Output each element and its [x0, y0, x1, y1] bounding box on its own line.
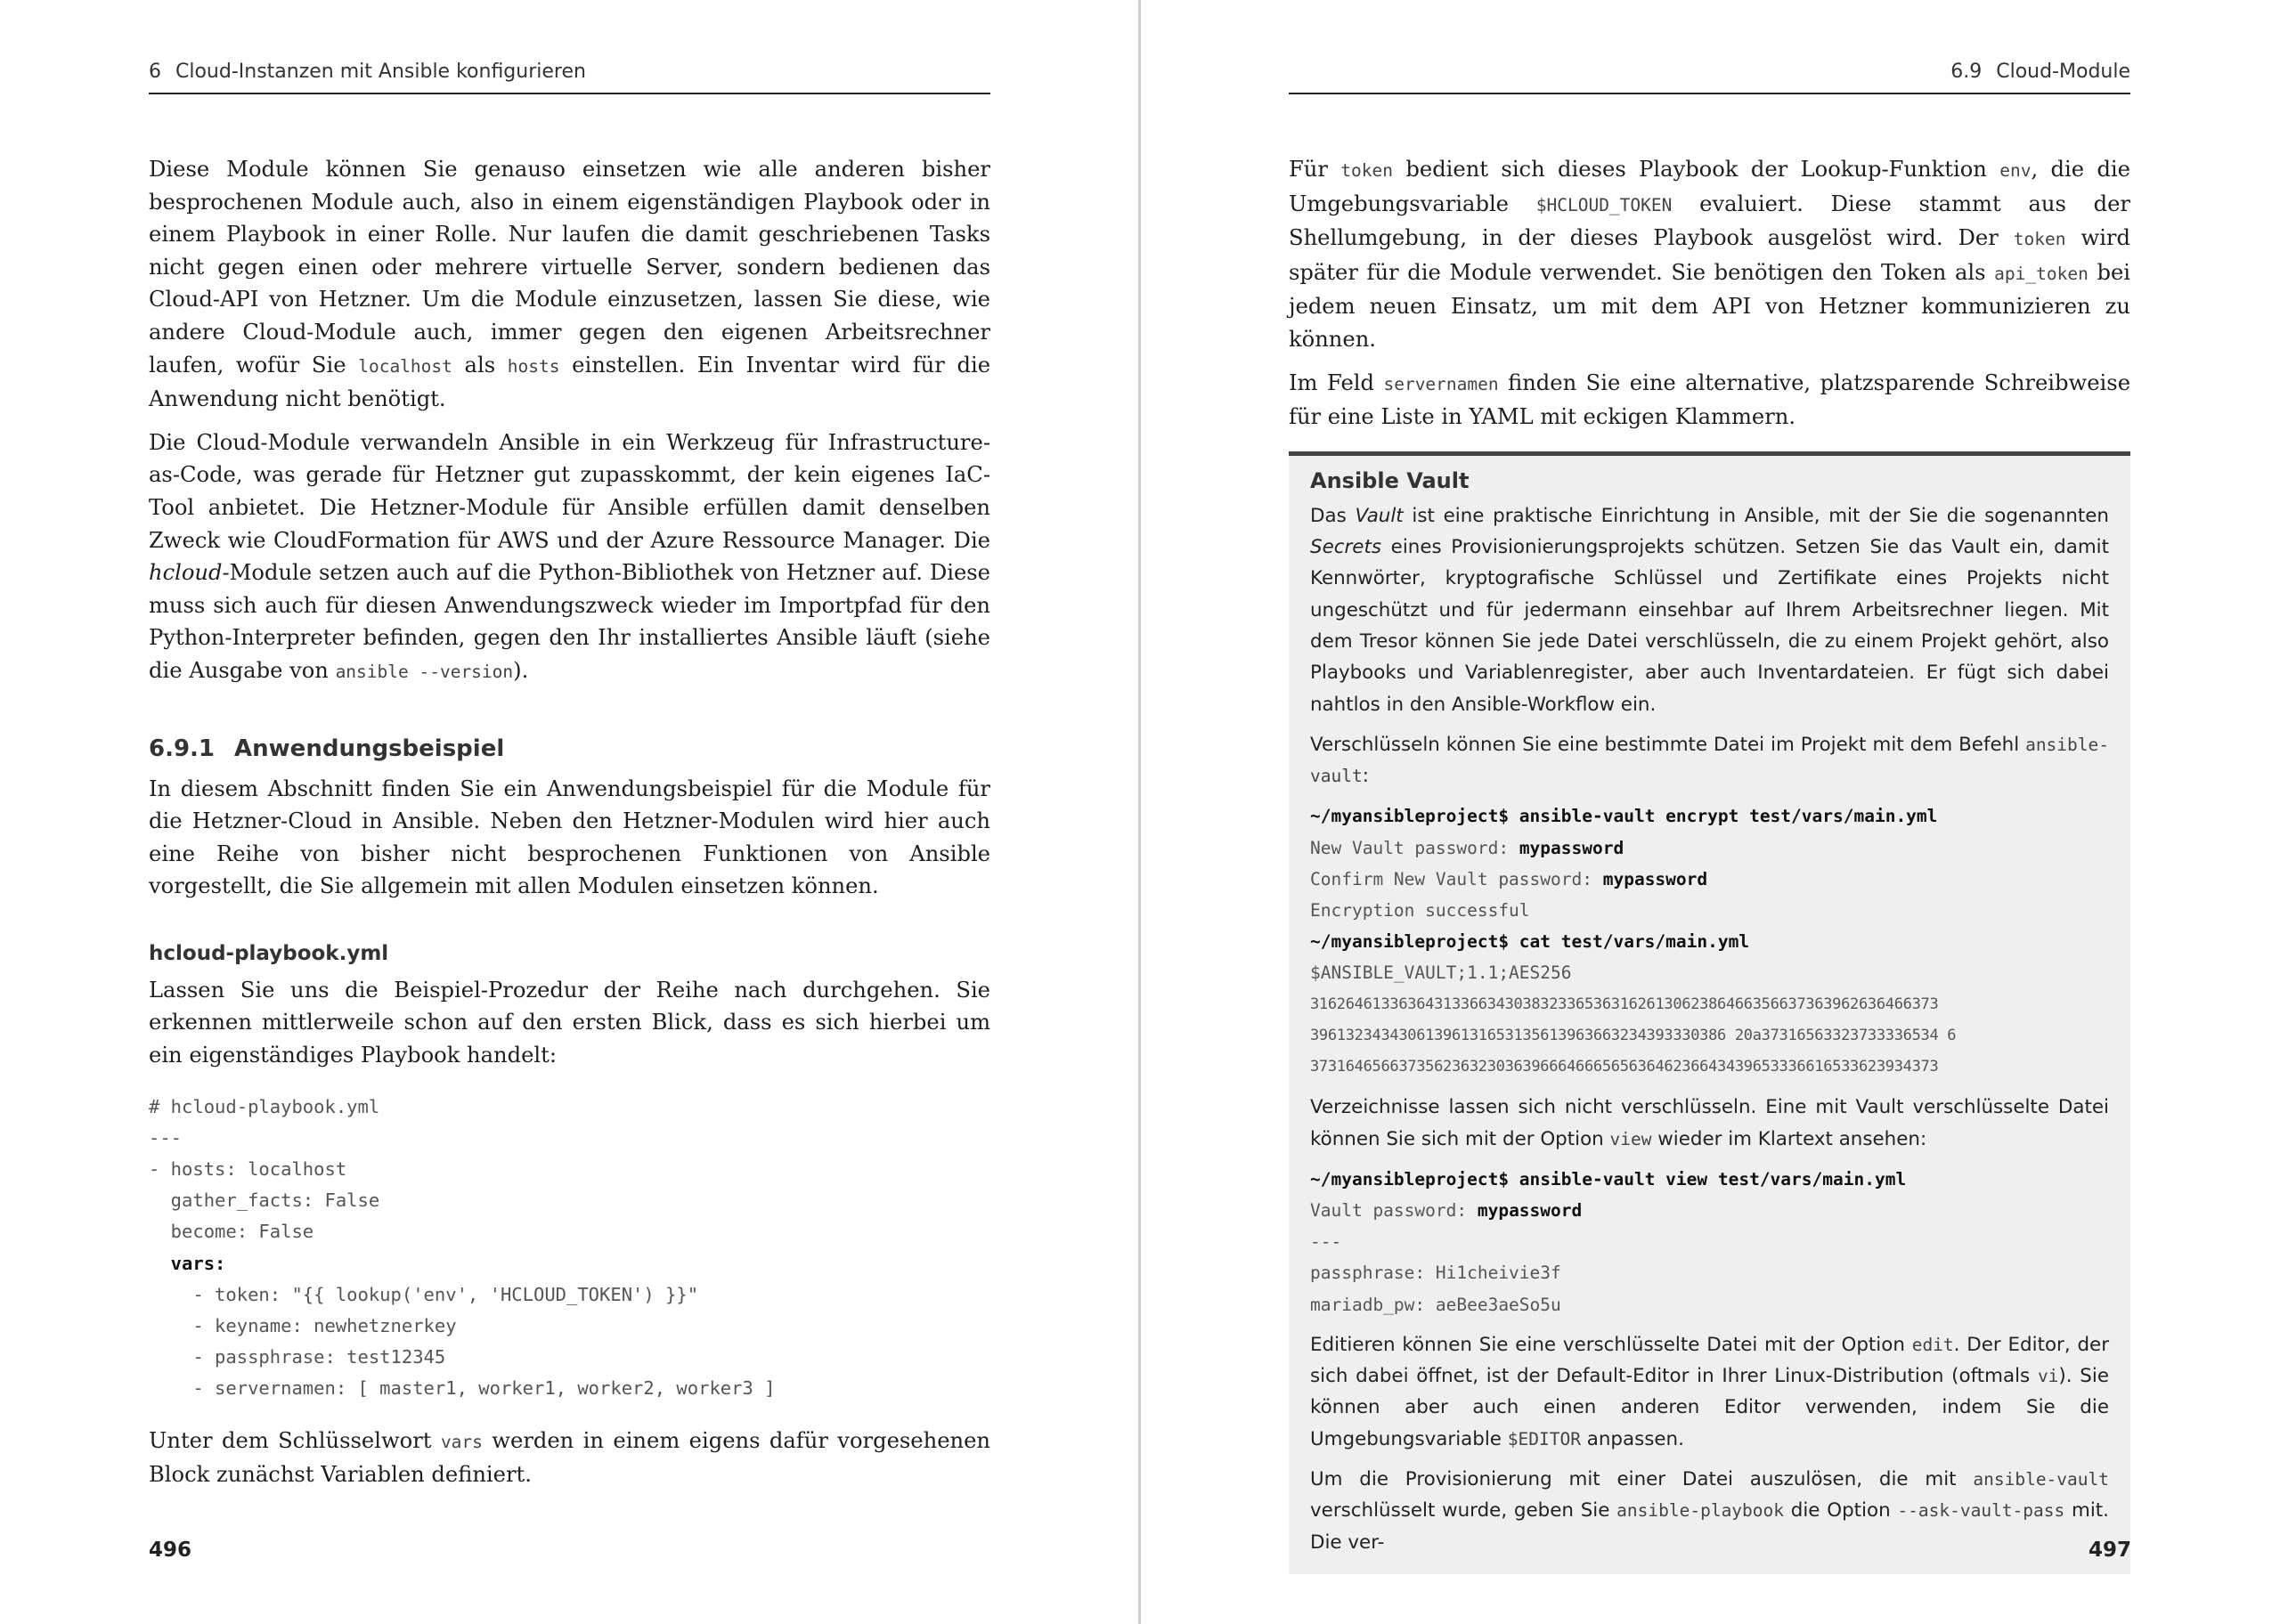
code-line: - passphrase: test12345	[149, 1346, 446, 1368]
text-run: , die die Umgebungsvariable	[1289, 157, 2130, 216]
text-run: Um die Provisionierung mit einer Datei auszulösen, die mit	[1310, 1468, 1974, 1491]
code-line: Confirm New Vault password: mypassword	[1310, 868, 1708, 889]
text-run: Die Cloud-Module verwandeln Ansible in ein Werkzeug für Infrastructure-as-Code, was gerade für Hetzner gut zupasskommt, der kein eigenes IaC-Tool anbietet. Die Hetzner-Module für Ansible erfüllen damit denselben Zweck wie CloudFormation für AWS und der Azure Ressource Manager. Die	[149, 429, 990, 553]
text-run: verschlüsselt wurde, geben Sie	[1310, 1499, 1617, 1522]
code-line: ---	[149, 1126, 183, 1149]
chapter-title: Cloud-Instanzen mit Ansible konfigurieren	[175, 61, 586, 83]
left-page	[0, 0, 1138, 1624]
italic-term: hcloud	[149, 560, 223, 586]
paragraph	[1289, 367, 2130, 434]
code-line: ~/myansibleproject$ cat test/vars/main.yml	[1310, 931, 1750, 953]
code-line: - token: "{{ lookup('env', 'HCLOUD_TOKEN') }}"	[149, 1283, 699, 1305]
paragraph: In diesem Abschnitt finden Sie ein Anwendungsbeispiel für die Module für die Hetzner-Cloud in Ansible. Neben den Hetzner-Modulen wird hier auch eine Reihe von bisher nicht besprochenen Funktionen von Ansible vorgestellt, die Sie allgemein mit allen Modulen einsetzen können.	[149, 775, 990, 899]
paragraph	[149, 153, 990, 416]
inline-code: $EDITOR	[1507, 1428, 1581, 1449]
text-run: einstellen. Ein Inventar wird für die Anwendung nicht benötigt.	[149, 352, 991, 412]
inline-code: view	[1609, 1128, 1652, 1149]
inline-code: $HCLOUD_TOKEN	[1535, 194, 1673, 215]
inline-code: vars	[440, 1431, 483, 1452]
chapter-number: 6	[149, 61, 161, 83]
code-line: ~/myansibleproject$ ansible-vault encrypt test/vars/main.yml	[1310, 806, 1938, 827]
code-line: - keyname: newhetznerkey	[149, 1315, 457, 1337]
text-run: Im Feld	[1289, 369, 1384, 395]
code-line: # hcloud-playbook.yml	[149, 1095, 380, 1117]
code-line: passphrase: Hi1cheivie3f	[1310, 1263, 1561, 1284]
text-run: . Der Editor, der sich dabei öffnet, ist der Default-Editor in Ihrer Linux-Distribution (oftmals	[1310, 1333, 2110, 1388]
text-run: bedient sich dieses Playbook der Lookup-Funktion	[1393, 157, 2000, 182]
code-listing	[149, 1092, 990, 1405]
text-run: :	[1362, 765, 1369, 788]
box-paragraph	[1310, 729, 2109, 792]
code-line: - servernamen: [ master1, worker1, worker2, worker3 ]	[149, 1377, 776, 1400]
text-run: wieder im Klartext ansehen:	[1651, 1127, 1927, 1150]
vault-view-listing	[1310, 1164, 2109, 1320]
inline-code: token	[1340, 160, 1394, 181]
inline-code: env	[1999, 160, 2032, 181]
section-title: Anwendungsbeispiel	[234, 735, 505, 762]
text-run: Verzeichnisse lassen sich nicht verschlüsseln. Eine mit Vault verschlüsselte Datei können Sie sich mit der Option	[1310, 1096, 2109, 1150]
code-line-hex: 31626461336364313366343038323365363162613062386466356637363962636466373	[1310, 995, 1939, 1013]
box-paragraph	[1310, 500, 2109, 720]
code-line: - hosts: localhost	[149, 1158, 347, 1181]
text-run: werden in einem eigens dafür vorgesehenen Block zunächst Variablen definiert.	[149, 1427, 990, 1488]
text-run: Das	[1310, 504, 1356, 527]
inline-code: hosts	[507, 355, 560, 377]
paragraph	[149, 1425, 990, 1491]
right-body	[1289, 153, 2130, 1574]
inline-code: ansible-playbook	[1616, 1500, 1785, 1522]
text-run: finden Sie eine alternative, platzsparende Schreibweise für eine Liste in YAML mit eckigen Klammern.	[1289, 369, 2131, 430]
paragraph	[149, 426, 990, 689]
page-number-right: 497	[2088, 1539, 2131, 1562]
inline-code: ansible --version	[335, 661, 514, 682]
italic-term: Vault	[1355, 504, 1404, 527]
text-run: eines Provisionierungsprojekts schützen. Setzen Sie das Vault ein, damit Kennwörter, kryptografische Schlüssel und Zertifikate eines Projekts nicht ungeschützt und für jedermann einsehbar auf Ihrem Arbeitsrechner liegen. Mit dem Tresor können Sie jede Datei verschlüsseln, die zu einem Projekt gehört, also Playbooks und Variablenregister, aber auch Inventardateien. Er fügt sich dabei nahtlos in den Ansible-Workflow ein.	[1310, 536, 2109, 716]
text-run: mit. Die ver-	[1310, 1499, 2109, 1554]
code-line: New Vault password: mypassword	[1310, 837, 1624, 858]
text-run: die Option	[1784, 1499, 1898, 1522]
code-line-hex: 39613234343061396131653135613963663234393330386 20a37316563323733336534 6	[1310, 1026, 1957, 1044]
box-paragraph	[1310, 1464, 2109, 1558]
code-line: ---	[1310, 1231, 1342, 1253]
box-paragraph	[1310, 1329, 2109, 1455]
text-run: ).	[513, 657, 529, 683]
code-line: ~/myansibleproject$ ansible-vault view test/vars/main.yml	[1310, 1168, 1907, 1190]
text-run: wird später für die Module verwendet. Sie benötigen den Token als	[1289, 225, 2130, 285]
code-line: become: False	[149, 1221, 314, 1243]
box-paragraph	[1310, 1092, 2109, 1155]
paragraph	[1289, 153, 2130, 356]
section-number: 6.9	[1950, 61, 1983, 83]
inline-code: ansible-vault	[1310, 734, 2109, 787]
text-run: Für	[1289, 157, 1341, 182]
code-line: vars:	[149, 1252, 226, 1274]
running-head-right	[1289, 61, 2130, 94]
running-head-left	[149, 61, 990, 94]
inline-code: token	[2013, 229, 2066, 250]
inline-code: ansible-vault	[1973, 1469, 2109, 1490]
code-line: Encryption successful	[1310, 900, 1530, 922]
subheading: hcloud-playbook.yml	[149, 941, 389, 965]
text-run: Unter dem Schlüsselwort	[149, 1427, 441, 1453]
inline-code: localhost	[358, 355, 452, 377]
text-run: Diese Module können Sie genauso einsetzen wie alle anderen bisher besprochenen Module auch, also in einem eigenständigen Playbook oder in einem Playbook in einer Rolle. Nur laufen die damit geschriebenen Tasks nicht gegen einen oder mehrere virtuelle Server, sondern bedienen das Cloud-API von Hetzner. Um die Module einzusetzen, lassen Sie diese, wie andere Cloud-Module auch, immer gegen den eigenen Arbeitsrechner laufen, wofür Sie	[149, 157, 990, 378]
info-box-title: Ansible Vault	[1310, 467, 1470, 493]
code-line: Vault password: mypassword	[1310, 1200, 1583, 1222]
inline-code: servernamen	[1383, 373, 1499, 394]
left-body	[149, 153, 990, 1502]
info-box-ansible-vault	[1289, 451, 2130, 1574]
text-run: Editieren können Sie eine verschlüsselte Datei mit der Option	[1310, 1333, 1912, 1356]
text-run: ). Sie können aber auch einen anderen Editor verwenden, indem Sie die Umgebungsvariable	[1310, 1365, 2109, 1450]
code-line: gather_facts: False	[149, 1190, 380, 1212]
text-run: Verschlüsseln können Sie eine bestimmte Datei im Projekt mit dem Befehl	[1310, 733, 2026, 756]
text-run: ist eine praktische Einrichtung in Ansible, mit der Sie die sogenannten	[1403, 504, 2109, 527]
page-number-left: 496	[149, 1539, 192, 1562]
right-page	[1141, 0, 2280, 1624]
text-run: -Module setzen auch auf die Python-Bibliothek von Hetzner auf. Diese muss sich auch für diesen Anwendungszweck wieder im Importpfad für den Python-Interpreter befinden, gegen den Ihr installiertes Ansible läuft (siehe die Ausgabe von	[149, 560, 990, 683]
text-run: evaluiert. Diese stammt aus der Shellumgebung, in der dieses Playbook ausgelöst wird. Der	[1289, 191, 2130, 251]
inline-code: api_token	[1994, 263, 2089, 284]
inline-code: --ask-vault-pass	[1897, 1500, 2065, 1522]
inline-code: vi	[2037, 1366, 2059, 1387]
paragraph: Lassen Sie uns die Beispiel-Prozedur der Reihe nach durchgehen. Sie erkennen mittlerweile schon auf den ersten Blick, dass es sich hierbei um ein eigenständiges Playbook handelt:	[149, 977, 990, 1068]
code-line: $ANSIBLE_VAULT;1.1;AES256	[1310, 962, 1572, 984]
text-run: als	[452, 352, 508, 378]
vault-encrypt-listing	[1310, 800, 2109, 1083]
section-number: 6.9.1	[149, 735, 216, 762]
text-run: bei jedem neuen Einsatz, um mit dem API von Hetzner kommunizieren zu können.	[1289, 259, 2130, 352]
code-line: mariadb_pw: aeBee3aeSo5u	[1310, 1294, 1561, 1315]
text-run: anpassen.	[1580, 1427, 1684, 1450]
section-title: Cloud-Module	[1996, 61, 2130, 83]
inline-code: edit	[1911, 1334, 1954, 1355]
code-line-hex: 37316465663735623632303639666466656563646236643439653336616533623934373	[1310, 1058, 1939, 1076]
italic-term: Secrets	[1310, 536, 1381, 559]
section-heading	[149, 735, 990, 762]
